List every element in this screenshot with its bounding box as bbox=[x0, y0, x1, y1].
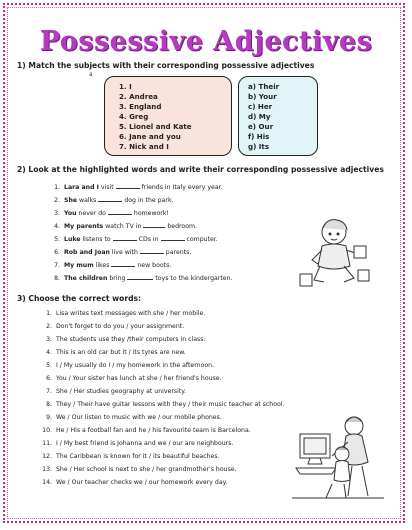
section1-heading: 1) Match the subjects with their corresponding possessive adjectives bbox=[17, 61, 315, 70]
choice-item: 5. I / My usually do I / my homework in the afternoon. bbox=[46, 362, 215, 369]
adjective-item: d) My bbox=[248, 112, 271, 121]
adjective-item: g) Its bbox=[248, 142, 270, 151]
fill-in-item: 3. You never do homework! bbox=[54, 210, 169, 217]
choice-item: 14. We / Our teacher checks we / our homework every day. bbox=[42, 479, 228, 486]
choice-item: 2. Don't forget to do you / your assignment. bbox=[46, 323, 185, 330]
choice-item: 9. We / Our listen to music with we / our mobile phones. bbox=[46, 414, 222, 421]
adjective-item: e) Our bbox=[248, 122, 274, 131]
stray-letter: a bbox=[89, 71, 93, 78]
page-title: Possessive Adjectives bbox=[39, 26, 373, 57]
answer-blank[interactable] bbox=[161, 235, 185, 241]
choice-item: 10. He / His a football fan and he / his favourite team is Barcelona. bbox=[42, 427, 251, 434]
boy-with-blocks-illustration bbox=[296, 210, 376, 290]
answer-blank[interactable] bbox=[111, 261, 135, 267]
section2-heading: 2) Look at the highlighted words and write their corresponding possessive adjectives bbox=[17, 165, 384, 174]
choice-item: 12. The Caribbean is known for it / its beautiful beaches. bbox=[42, 453, 220, 460]
answer-blank[interactable] bbox=[98, 196, 122, 202]
answer-blank[interactable] bbox=[127, 274, 153, 280]
adjective-item: a) Their bbox=[248, 82, 280, 91]
answer-blank[interactable] bbox=[143, 222, 165, 228]
choice-item: 7. She / Her studies geography at university. bbox=[46, 388, 186, 395]
choice-item: 8. They / Their have guitar lessons with they / their music teacher at school. bbox=[46, 401, 285, 408]
choice-item: 3. The students use they /their computers in class. bbox=[46, 336, 206, 343]
adjective-item: b) Your bbox=[248, 92, 277, 101]
answer-blank[interactable] bbox=[140, 248, 164, 254]
subject-item: 6. Jane and you bbox=[119, 132, 181, 141]
subject-item: 1. I bbox=[119, 82, 132, 91]
parent-and-child-computer-illustration bbox=[292, 410, 384, 502]
fill-in-item: 1. Lara and I visit friends in Italy every year. bbox=[54, 184, 223, 191]
answer-blank[interactable] bbox=[113, 235, 137, 241]
choice-item: 13. She / Her school is next to she / her grandmother's house. bbox=[42, 466, 237, 473]
answer-blank[interactable] bbox=[108, 209, 132, 215]
subjects-box bbox=[104, 76, 232, 156]
fill-in-item: 6. Rob and Joan live with parents. bbox=[54, 249, 192, 256]
fill-in-item: 2. She walks dog in the park. bbox=[54, 197, 174, 204]
fill-in-item: 5. Luke listens to CDs in computer. bbox=[54, 236, 218, 243]
fill-in-item: 4. My parents watch TV in bedroom. bbox=[54, 223, 197, 230]
fill-in-item: 8. The children bring toys to the kindergarten. bbox=[54, 275, 233, 282]
choice-item: 1. Lisa writes text messages with she / her mobile. bbox=[46, 310, 206, 317]
subject-item: 2. Andrea bbox=[119, 92, 158, 101]
answer-blank[interactable] bbox=[116, 183, 140, 189]
adjective-item: c) Her bbox=[248, 102, 273, 111]
choice-item: 4. This is an old car but it / its tyres are new. bbox=[46, 349, 186, 356]
choice-item: 6. You / Your sister has lunch at she / her friend's house. bbox=[46, 375, 222, 382]
adjectives-box bbox=[238, 76, 318, 156]
fill-in-item: 7. My mum likes new boots. bbox=[54, 262, 172, 269]
subject-item: 5. Lionel and Kate bbox=[119, 122, 192, 131]
subject-item: 4. Greg bbox=[119, 112, 149, 121]
subject-item: 7. Nick and I bbox=[119, 142, 169, 151]
section3-heading: 3) Choose the correct words: bbox=[17, 294, 142, 303]
adjective-item: f) His bbox=[248, 132, 270, 141]
choice-item: 11. I / My best friend is Johanna and we / our are neighbours. bbox=[42, 440, 234, 447]
subject-item: 3. England bbox=[119, 102, 162, 111]
